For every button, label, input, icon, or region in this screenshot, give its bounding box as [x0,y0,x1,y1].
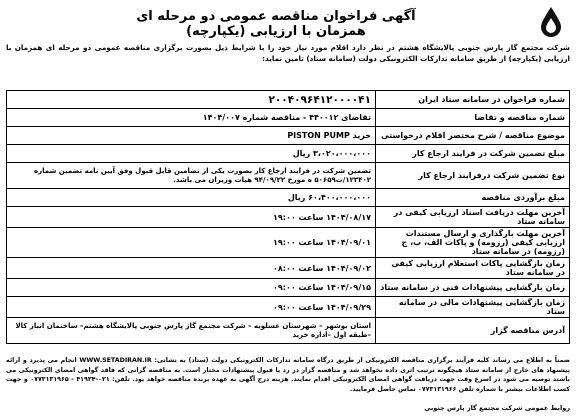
financial-opening-value: ۱۴۰۴/۰۹/۲۹ ساعت ۰۹:۰۰ [7,297,376,318]
row-label: آخرین مهلت دریافت اسناد ارزیابی کیفی در سامانه ستاد [376,207,570,228]
tender-number-value: ۲۰۰۴۰۹۶۴۱۲۰۰۰۰۴۱ [7,91,376,109]
notice-title: آگهی فراخوان مناقصه عمومی دو مرحله ای همزمان با ارزیابی (یکپارچه) [136,9,416,39]
table-row [7,297,570,318]
table-row [7,279,570,297]
row-label: آخرین مهلت بارگذاری و ارسال مستندات ارزیابی کیفی (رزومه) و پاکات الف، ب، ج (رزومه) در سامانه ستاد [376,228,570,258]
oil-company-logo-icon [534,4,568,38]
table-row [7,109,570,127]
row-label: مبلغ برآوردی مناقصه [376,189,570,207]
row-label: نوع تضمین شرکت درفرایند ارجاع کار [376,163,570,189]
table-row [7,228,570,258]
estimated-amount-value: ۶۰،۴۰۰،۰۰۰،۰۰۰ ریال [7,189,376,207]
table-row [7,145,570,163]
subject-value: خرید PISTON PUMP [7,127,376,145]
row-label: آدرس مناقصه گزار [376,318,570,344]
row-label: زمان بازگشایی پیشنهادات مالی در سامانه ستاد [376,297,570,318]
table-row [7,91,570,109]
tender-details-table [6,90,570,344]
intro-paragraph: شرکت مجتمع گاز پارس جنوبی پالایشگاه هشتم در نظر دارد اقلام مورد نیاز خود را با شرایط ذیل بصورت برگزاری مناقصه عمومی دو مرحله ای همزمان با ارزیابی (یکپارچه) از طریق سامانه تدارکات الکترونیکی دولت (سامانه ستاد) تامین نماید: [6,43,570,63]
public-relations-signoff: روابط عمومی شرکت مجتمع گاز پارس جنوبی [424,404,570,412]
table-row [7,127,570,145]
technical-opening-value: ۱۴۰۴/۰۹/۱۵ ساعت ۰۹:۰۰ [7,279,376,297]
request-number-value: تقاضای ۴۴۰۰۱۲ - مناقصه شماره ۱۴۰۴/۰۰۷ [7,109,376,127]
row-label: موضوع مناقصه / شرح مختصر اقلام درخواستی [376,127,570,145]
table-row [7,163,570,189]
row-label: زمان بازگشایی پاکات استعلام ارزیابی کیفی در سامانه ستاد [376,258,570,279]
row-label: شماره فراخوان در سامانه ستاد ایران [376,91,570,109]
deadline-receive-value: ۱۴۰۴/۰۸/۱۷ ساعت ۱۹:۰۰ [7,207,376,228]
quality-opening-value: ۱۴۰۴/۰۹/۰۲ ساعت ۰۸:۰۰ [7,258,376,279]
guarantee-amount-value: ۳،۰۲۰،۰۰۰،۰۰۰ ریال [7,145,376,163]
table-row [7,318,570,344]
table-row [7,207,570,228]
row-label: زمان بازگشایی پیشنهادات فنی در سامانه ستاد [376,279,570,297]
row-label: شماره مناقصه و تقاضا [376,109,570,127]
guarantee-type-value: تضمین شرکت در فرایند ارجاع کار بصورت یکی از تضامین قابل قبول وفق آیین نامه تضمین شماره ۱۲۳۴۰۲/ت۵۰۶۵۹ ه مورخ ۹۴/۰۹/۲۲ هیات وزیران می باشد. [7,163,376,189]
table-row [7,189,570,207]
row-label: مبلغ تضمین شرکت در فرایند ارجاع کار [376,145,570,163]
deadline-upload-value: ۱۴۰۴/۰۹/۰۱ ساعت ۱۹:۰۰ [7,228,376,258]
table-row [7,258,570,279]
footer-paragraph: ضمناً به اطلاع می رساند کلیه فرآیند برگزاری مناقصه الکترونیکی از طریق درگاه سامانه تدارکات الکترونیکی دولت (ستاد) به نشانی: WWW.SETADIRAN.IR انجام می پذیرد و ارائه پیشنهاد های خارج از سامانه ستاد هیچگونه ترتیب اثری داده نخواهد شد و مناقصه گزار در رد یا قبول پیشنهادات مختار است. به مناقصه گرانی که فاقد گواهی امضای الکترونیکی می باشند توصیه می شود در اسرع وقت جهت دریافت گواهی امضای الکترونیکی اقدام نمایند. هزینه درج آگهی به عهده برنده مناقصه خواهد بود. تلفن: ۰۲۱-۴۱۹۳۴ - ۰۷۷۳۱۳۱۹۶۵ و جهت کسب اطلاعات بیشتر با شماره تلفن ۰۷۷۳۱۳۱۹۶۶ تماس حاصل فرمایید. [6,357,570,393]
address-value: استان بوشهر – شهرستان عسلویه – شرکت مجتمع گاز پارس جنوبی پالایشگاه هشتم– ساختمان انبار کالا –طبقه اول –اداره خرید [7,318,376,344]
